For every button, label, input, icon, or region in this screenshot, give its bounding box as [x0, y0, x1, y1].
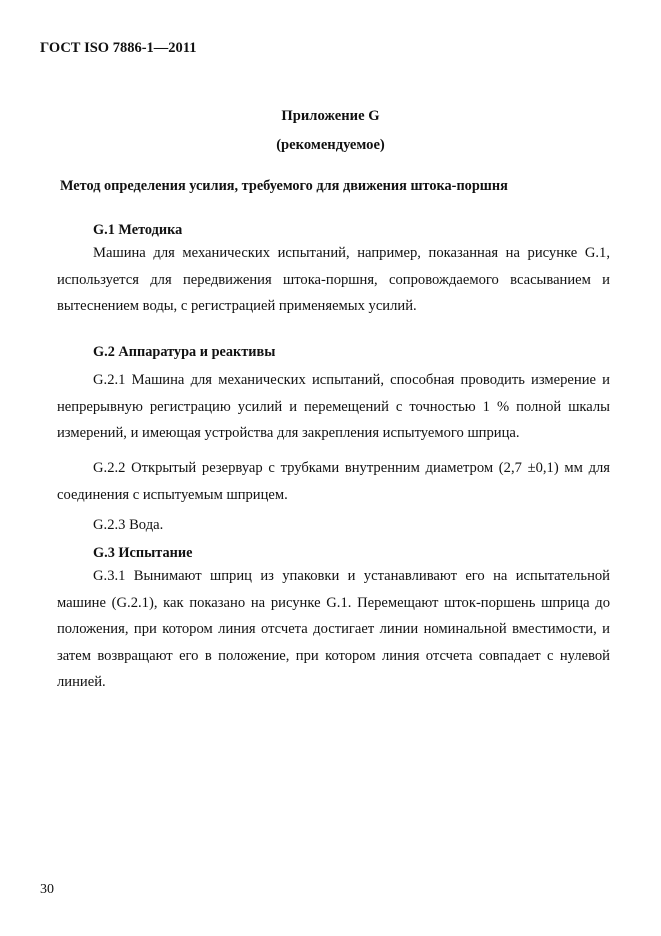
section-heading-g2: G.2 Аппаратура и реактивы: [93, 344, 276, 360]
section-heading-g1: G.1 Методика: [93, 222, 183, 238]
paragraph-g2-1: G.2.1 Машина для механических испытаний, способная проводить измерение и непрерывную регистрацию усилий и перемещений с точностью 1 % полной шкалы измерений, и имеющая устройства для закрепления испытуемого шприца.: [57, 372, 610, 441]
paragraph-g1: Машина для механических испытаний, например, показанная на рисунке G.1, используется для передвижения штока-поршня, сопровождаемого всасыванием и вытеснением воды, с регистрацией применяемых усилий.: [57, 245, 610, 314]
appendix-heading: Метод определения усилия, требуемого для движения штока-поршня: [60, 178, 508, 194]
document-header: ГОСТ ISO 7886-1—2011: [40, 40, 197, 56]
section-heading-g3: G.3 Испытание: [93, 545, 193, 561]
paragraph-g2-2: G.2.2 Открытый резервуар с трубками внутренним диаметром (2,7 ±0,1) мм для соединения с испытуемым шприцем.: [57, 460, 610, 503]
paragraph-g3-1: G.3.1 Вынимают шприц из упаковки и устанавливают его на испытательной машине (G.2.1), как показано на рисунке G.1. Перемещают шток-поршень шприца до положения, при котором линия отсчета достигает линии номинальной вместимости, и затем возвращают его в положение, при котором линия отсчета совпадает с нулевой линией.: [57, 568, 610, 690]
paragraph-g2-3: G.2.3 Вода.: [93, 517, 164, 533]
appendix-status: (рекомендуемое): [276, 137, 385, 153]
appendix-title: Приложение G: [281, 108, 380, 124]
page-number: 30: [40, 882, 54, 897]
